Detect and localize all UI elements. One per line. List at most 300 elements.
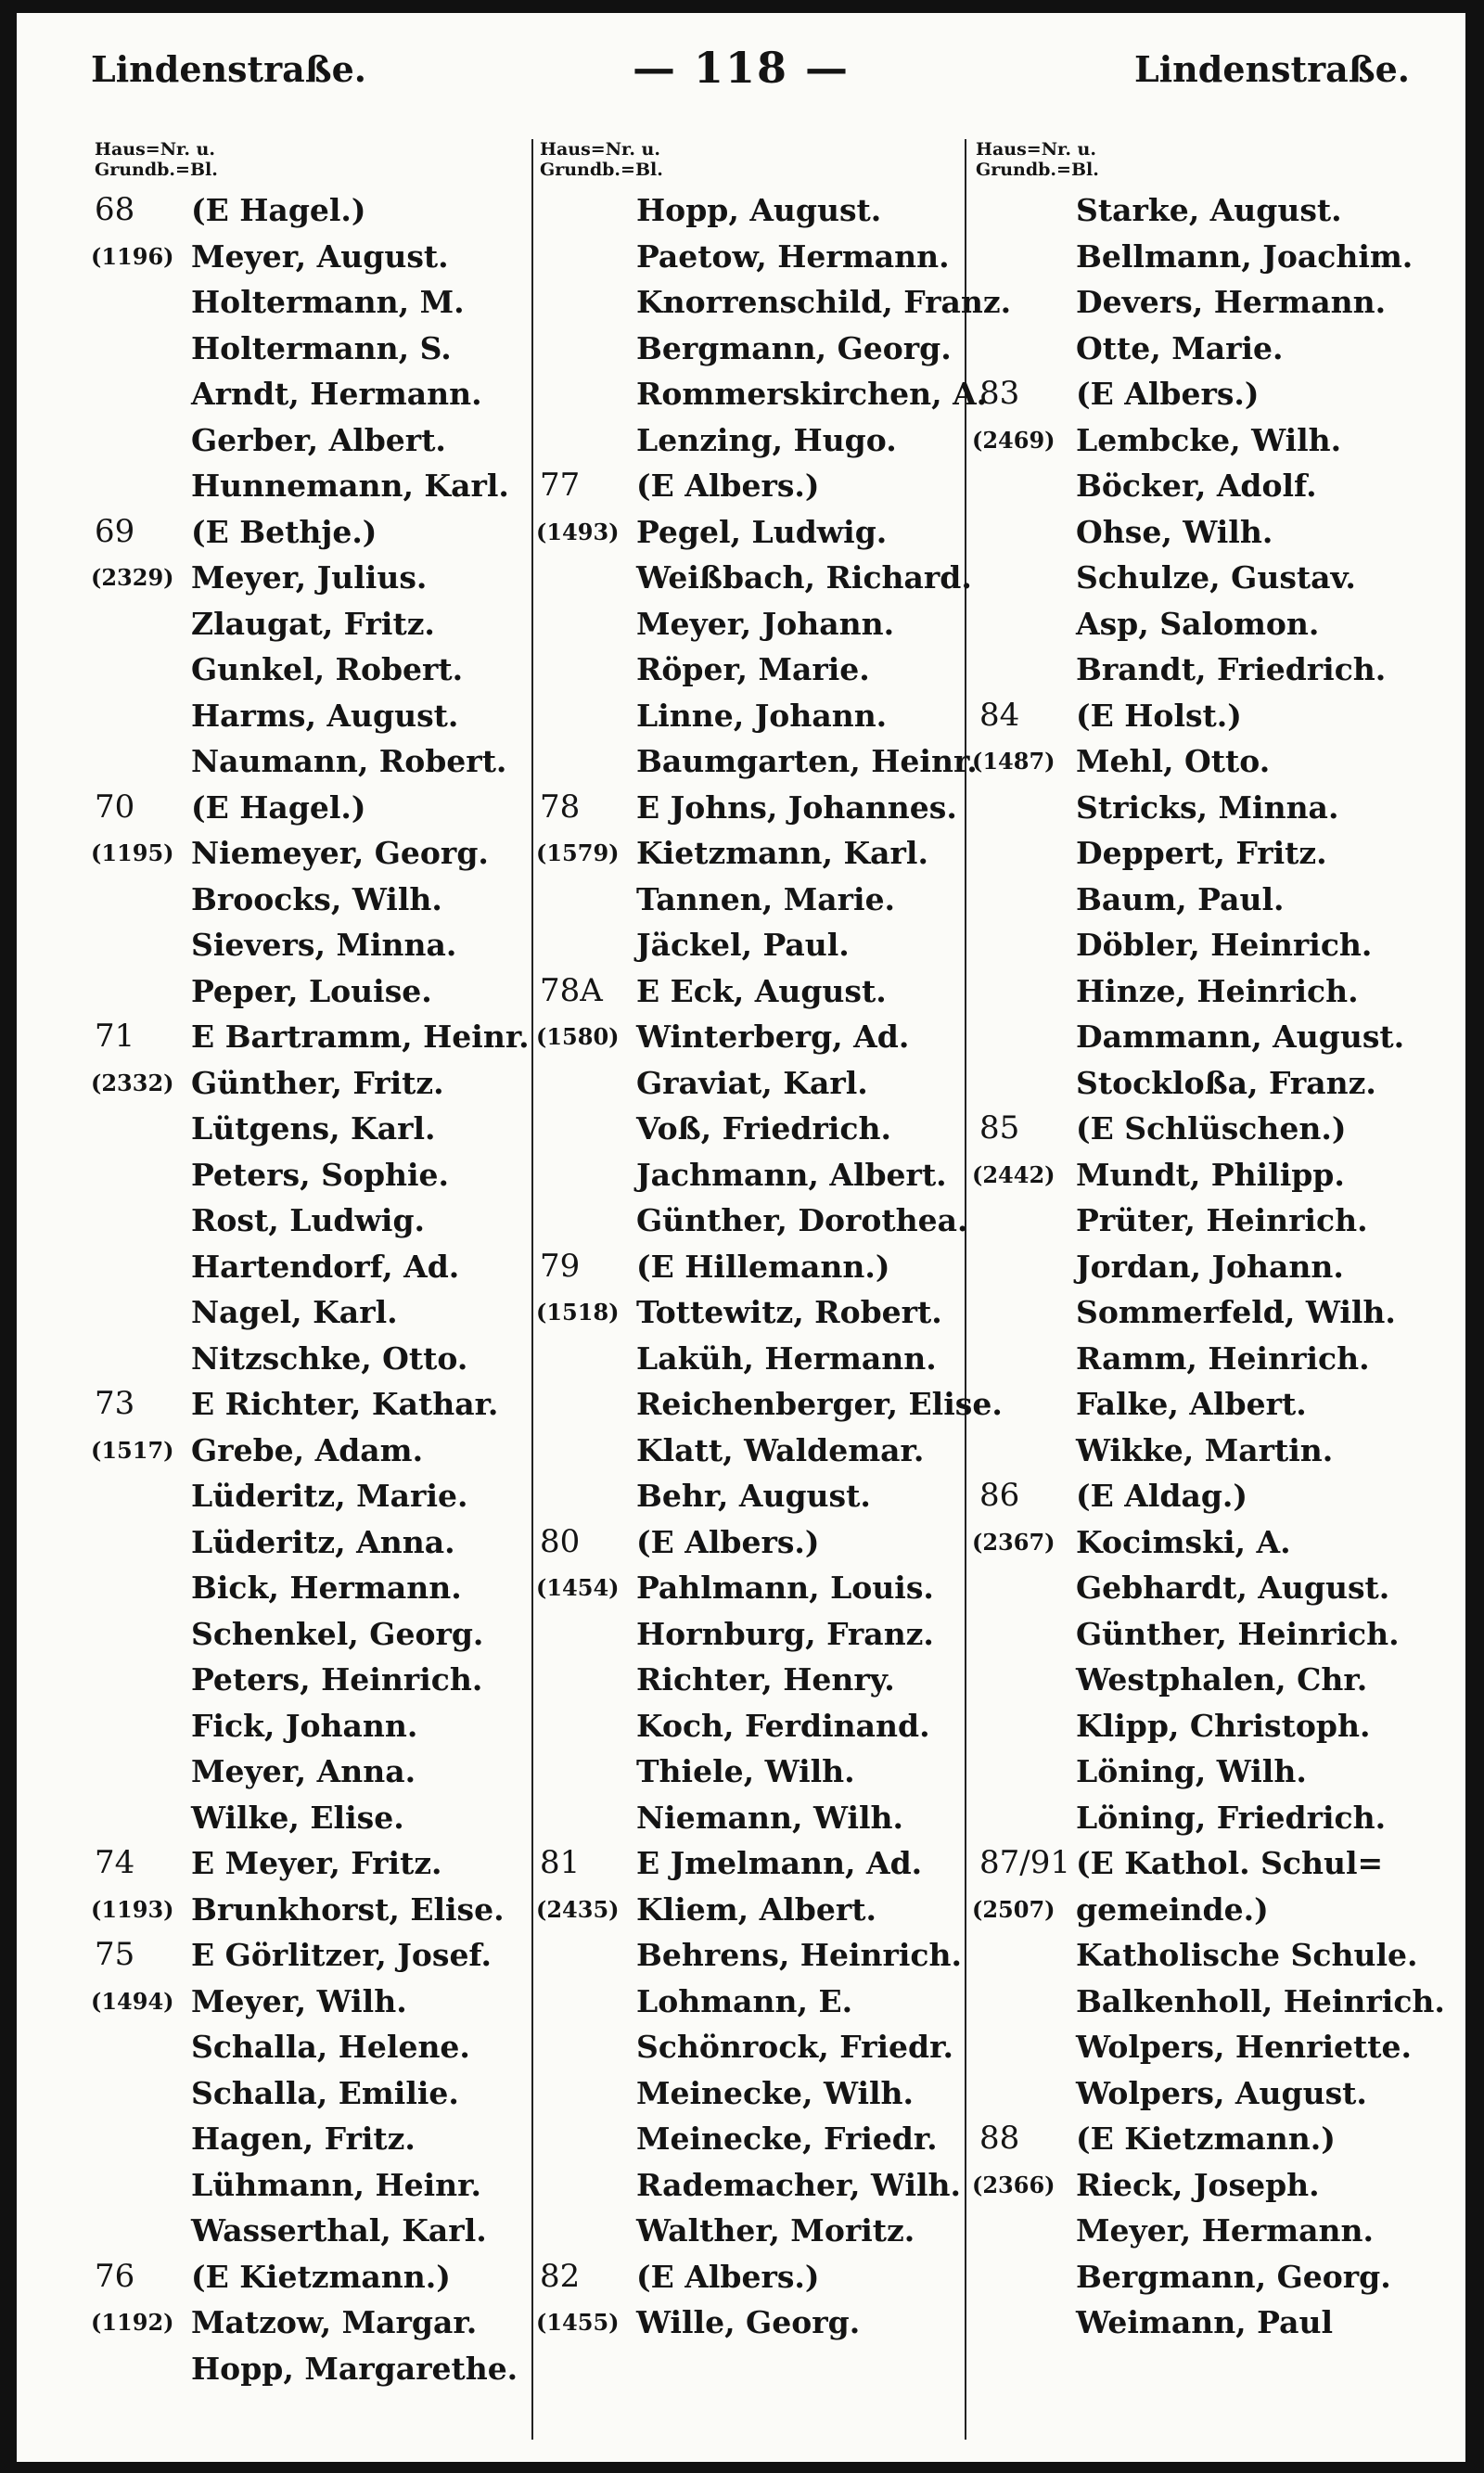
resident-entry: Schenkel, Georg. <box>191 1615 484 1652</box>
list-item <box>536 877 972 923</box>
list-item <box>536 1749 972 1795</box>
resident-entry: Prüter, Heinrich. <box>1076 1202 1368 1238</box>
directory-page <box>17 13 1465 2462</box>
resident-entry: E Richter, Kathar. <box>191 1386 499 1422</box>
resident-entry: Harms, August. <box>191 697 459 734</box>
list-item <box>972 1289 1436 1336</box>
resident-entry: Walther, Moritz. <box>636 2212 915 2249</box>
list-item <box>536 1106 972 1152</box>
resident-entry: (E Albers.) <box>1076 376 1260 412</box>
list-item <box>91 2300 527 2346</box>
list-item <box>91 1565 527 1611</box>
list-item <box>91 234 527 280</box>
list-item <box>91 1703 527 1749</box>
resident-entry: Brunkhorst, Elise. <box>191 1890 505 1928</box>
resident-entry: Bergmann, Georg. <box>1076 2258 1391 2295</box>
list-item <box>972 1519 1436 1566</box>
resident-entry: Meinecke, Wilh. <box>636 2074 915 2111</box>
resident-entry: E Bartramm, Heinr. <box>191 1019 530 1055</box>
house-number: 78A <box>540 971 603 1009</box>
resident-entry: Balkenholl, Heinrich. <box>1076 1982 1445 2019</box>
list-item <box>536 371 988 417</box>
resident-entry: Wolpers, August. <box>1076 2074 1367 2111</box>
list-item <box>972 1657 1436 1703</box>
resident-entry: Paetow, Hermann. <box>636 237 950 275</box>
list-item <box>972 1932 1436 1979</box>
resident-entry: Ohse, Wilh. <box>1076 513 1273 550</box>
list-item <box>972 968 1436 1015</box>
resident-entry: Falke, Albert. <box>1076 1386 1307 1422</box>
resident-entry: Kocimski, A. <box>1076 1523 1291 1560</box>
resident-entry: Hopp, August. <box>636 192 882 228</box>
resident-entry: E Jmelmann, Ad. <box>636 1845 923 1881</box>
resident-entry: Meyer, Julius. <box>191 559 428 596</box>
list-item <box>536 1198 972 1244</box>
resident-entry: Döbler, Heinrich. <box>1076 927 1373 963</box>
list-item <box>536 509 972 556</box>
column-3 <box>972 139 1445 2346</box>
resident-entry: Brandt, Friedrich. <box>1076 651 1387 687</box>
resident-entry: Koch, Ferdinand. <box>636 1707 930 1744</box>
list-item <box>91 2070 527 2117</box>
resident-entry: Rieck, Joseph. <box>1076 2166 1320 2203</box>
list-item <box>91 1289 527 1336</box>
page-number: — 118 — <box>632 43 851 93</box>
list-item <box>972 1979 1445 2025</box>
resident-entry: Nitzschke, Otto. <box>191 1339 468 1377</box>
list-item <box>536 830 972 877</box>
resident-entry: (E Hagel.) <box>191 788 366 826</box>
list-item <box>972 371 1436 417</box>
land-register-number: (1455) <box>536 2309 620 2336</box>
resident-entry: Lembcke, Wilh. <box>1076 421 1342 458</box>
list-item <box>972 1060 1436 1107</box>
list-item <box>91 1152 527 1198</box>
list-item <box>91 738 527 785</box>
land-register-number: (1196) <box>91 242 174 270</box>
resident-entry: Weimann, Paul <box>1076 2304 1334 2340</box>
list-item <box>91 1795 527 1841</box>
list-item <box>536 1932 972 1979</box>
resident-entry: Wilke, Elise. <box>191 1799 404 1836</box>
list-item <box>91 1381 527 1428</box>
resident-entry: E Johns, Johannes. <box>636 788 957 826</box>
column-header <box>972 139 1436 187</box>
list-item <box>972 2162 1436 2209</box>
list-item <box>91 968 527 1015</box>
land-register-number: (2329) <box>91 564 174 591</box>
list-item <box>91 1244 527 1290</box>
land-register-number: (1493) <box>536 518 620 545</box>
list-item <box>91 326 527 372</box>
list-item <box>536 2116 972 2162</box>
resident-entry: Hopp, Margarethe. <box>191 2350 518 2387</box>
resident-entry: Hinze, Heinrich. <box>1076 972 1359 1009</box>
list-item <box>91 1519 527 1566</box>
list-item <box>91 279 527 326</box>
resident-entry: Pahlmann, Louis. <box>636 1570 934 1606</box>
resident-entry: Holtermann, M. <box>191 284 465 320</box>
list-item <box>91 785 527 831</box>
house-number: 78 <box>540 788 581 826</box>
list-item <box>972 555 1436 601</box>
column-header-line: Haus=Nr. u. <box>540 139 660 160</box>
list-item <box>536 417 972 464</box>
resident-entry: (E Schlüschen.) <box>1076 1110 1347 1147</box>
list-item <box>972 1887 1436 1933</box>
resident-entry: E Meyer, Fritz. <box>191 1845 442 1881</box>
list-item <box>91 1198 527 1244</box>
list-item <box>91 1014 530 1060</box>
resident-entry: Baum, Paul. <box>1076 880 1285 917</box>
resident-entry: Knorrenschild, Franz. <box>636 284 1012 320</box>
resident-entry: Linne, Johann. <box>636 697 888 734</box>
list-item <box>91 1887 527 1933</box>
house-number: 82 <box>540 2257 581 2295</box>
land-register-number: (2366) <box>972 2171 1055 2198</box>
house-number: 88 <box>979 2120 1020 2157</box>
list-item <box>972 463 1436 509</box>
house-number: 68 <box>95 191 135 228</box>
list-item <box>972 2024 1436 2070</box>
list-item <box>972 2116 1436 2162</box>
house-number: 74 <box>95 1844 135 1881</box>
resident-entry: Kliem, Albert. <box>636 1890 876 1928</box>
land-register-number: (1193) <box>91 1895 174 1923</box>
resident-entry: Dammann, August. <box>1076 1019 1405 1055</box>
list-item <box>536 693 972 739</box>
list-item <box>972 1473 1436 1519</box>
resident-entry: Meyer, Hermann. <box>1076 2212 1374 2249</box>
land-register-number: (1494) <box>91 1987 174 2015</box>
resident-entry: Meyer, Anna. <box>191 1753 416 1789</box>
land-register-number: (1517) <box>91 1436 174 1464</box>
house-number: 76 <box>95 2257 135 2295</box>
resident-entry: Rademacher, Wilh. <box>636 2166 962 2203</box>
list-item <box>91 2346 527 2392</box>
resident-entry: Jachmann, Albert. <box>636 1156 947 1193</box>
house-number: 69 <box>95 512 135 550</box>
resident-entry: Gunkel, Robert. <box>191 651 464 687</box>
resident-entry: Sievers, Minna. <box>191 927 457 963</box>
list-item <box>972 2254 1436 2300</box>
list-item <box>536 463 972 509</box>
resident-entry: Zlaugat, Fritz. <box>191 605 435 642</box>
list-item <box>536 738 978 785</box>
resident-entry: gemeinde.) <box>1076 1890 1269 1928</box>
resident-entry: Hornburg, Franz. <box>636 1615 934 1652</box>
list-item <box>91 922 527 968</box>
list-item <box>536 1703 972 1749</box>
list-item <box>536 1289 972 1336</box>
list-item <box>972 830 1436 877</box>
house-number: 81 <box>540 1844 581 1881</box>
list-item <box>91 1428 527 1474</box>
resident-entry: Broocks, Wilh. <box>191 880 442 917</box>
list-item <box>536 279 1012 326</box>
list-item <box>91 187 527 234</box>
resident-entry: Klipp, Christoph. <box>1076 1707 1371 1744</box>
column-header <box>91 139 527 187</box>
resident-entry: Baumgarten, Heinr. <box>636 743 978 779</box>
list-item <box>91 2254 527 2300</box>
resident-entry: Niemann, Wilh. <box>636 1799 903 1836</box>
running-header-left: Lindenstraße. <box>91 48 367 90</box>
house-number: 80 <box>540 1522 581 1560</box>
list-item <box>91 1106 527 1152</box>
resident-entry: Meyer, Johann. <box>636 605 895 642</box>
resident-entry: Hagen, Fritz. <box>191 2121 416 2157</box>
list-item <box>536 1428 972 1474</box>
list-item <box>972 1795 1436 1841</box>
list-item <box>536 1565 972 1611</box>
list-item <box>536 326 972 372</box>
resident-entry: Tannen, Marie. <box>636 880 896 917</box>
resident-entry: Lenzing, Hugo. <box>636 421 897 458</box>
resident-entry: (E Albers.) <box>636 1523 820 1560</box>
list-item <box>91 1979 527 2025</box>
land-register-number: (2442) <box>972 1160 1055 1188</box>
resident-entry: Fick, Johann. <box>191 1707 418 1744</box>
resident-entry: Meinecke, Friedr. <box>636 2121 938 2157</box>
resident-entry: Deppert, Fritz. <box>1076 835 1327 871</box>
resident-entry: Katholische Schule. <box>1076 1937 1418 1973</box>
house-number: 73 <box>95 1385 135 1422</box>
list-item <box>536 1979 972 2025</box>
list-item <box>91 2162 527 2209</box>
list-item <box>91 555 527 601</box>
resident-entry: Arndt, Hermann. <box>191 376 482 412</box>
list-item <box>536 2300 972 2346</box>
resident-entry: E Görlitzer, Josef. <box>191 1937 492 1973</box>
list-item <box>91 1932 527 1979</box>
resident-entry: (E Albers.) <box>636 2258 820 2295</box>
resident-entry: Schalla, Emilie. <box>191 2074 459 2111</box>
list-item <box>536 1060 972 1107</box>
list-item <box>536 2208 972 2254</box>
resident-entry: Reichenberger, Elise. <box>636 1386 1003 1422</box>
resident-entry: Klatt, Waldemar. <box>636 1431 925 1468</box>
resident-entry: Hunnemann, Karl. <box>191 468 509 504</box>
list-item <box>91 509 527 556</box>
resident-entry: (E Kathol. Schul= <box>1076 1845 1384 1881</box>
list-item <box>972 1428 1436 1474</box>
list-item <box>536 2162 972 2209</box>
list-item <box>91 1473 527 1519</box>
resident-entry: (E Kietzmann.) <box>191 2258 451 2295</box>
list-item <box>91 601 527 647</box>
list-item <box>972 417 1436 464</box>
resident-entry: Bergmann, Georg. <box>636 329 952 366</box>
house-number: 70 <box>95 788 135 826</box>
column-header-line: Grundb.=Bl. <box>95 160 218 180</box>
list-item <box>91 1657 527 1703</box>
resident-entry: (E Hagel.) <box>191 192 366 228</box>
column-header-line: Grundb.=Bl. <box>976 160 1099 180</box>
list-item <box>536 2070 972 2117</box>
list-item <box>536 1887 972 1933</box>
list-item <box>536 968 972 1015</box>
land-register-number: (1192) <box>91 2309 174 2336</box>
list-item <box>536 1014 972 1060</box>
list-item <box>536 1657 972 1703</box>
resident-entry: Meyer, Wilh. <box>191 1982 407 2019</box>
resident-entry: Holtermann, S. <box>191 329 452 366</box>
list-item <box>972 738 1436 785</box>
list-item <box>972 877 1436 923</box>
list-item <box>91 647 527 693</box>
list-item <box>536 922 972 968</box>
resident-entry: Bellmann, Joachim. <box>1076 237 1414 275</box>
resident-entry: Wasserthal, Karl. <box>191 2212 487 2249</box>
resident-entry: Nagel, Karl. <box>191 1294 398 1330</box>
list-item <box>536 555 972 601</box>
house-number: 75 <box>95 1936 135 1973</box>
list-item <box>91 1840 527 1887</box>
resident-entry: Starke, August. <box>1076 192 1342 228</box>
resident-entry: Wolpers, Henriette. <box>1076 2029 1412 2065</box>
list-item <box>972 1198 1436 1244</box>
list-item <box>91 371 527 417</box>
list-item <box>972 187 1436 234</box>
list-item <box>536 1473 972 1519</box>
resident-entry: Rommerskirchen, A. <box>636 376 988 412</box>
resident-entry: Peters, Heinrich. <box>191 1661 483 1698</box>
column-1 <box>91 139 530 2391</box>
list-item <box>536 1611 972 1658</box>
house-number: 84 <box>979 696 1020 734</box>
resident-entry: Lüderitz, Anna. <box>191 1523 455 1560</box>
entry-list <box>91 187 530 2391</box>
land-register-number: (2435) <box>536 1895 620 1923</box>
resident-entry: Lüderitz, Marie. <box>191 1478 468 1514</box>
list-item <box>536 647 972 693</box>
list-item <box>536 1795 972 1841</box>
resident-entry: Kietzmann, Karl. <box>636 835 928 871</box>
resident-entry: Asp, Salomon. <box>1076 605 1320 642</box>
resident-entry: Winterberg, Ad. <box>636 1019 910 1055</box>
resident-entry: Lütgens, Karl. <box>191 1110 436 1147</box>
resident-entry: Röper, Marie. <box>636 651 870 687</box>
resident-entry: Weißbach, Richard. <box>636 559 972 596</box>
list-item <box>91 877 527 923</box>
resident-entry: Matzow, Margar. <box>191 2304 478 2340</box>
list-item <box>972 1336 1436 1382</box>
list-item <box>91 1060 527 1107</box>
resident-entry: Hartendorf, Ad. <box>191 1248 460 1285</box>
resident-entry: Peters, Sophie. <box>191 1156 450 1193</box>
list-item <box>91 830 527 877</box>
land-register-number: (2507) <box>972 1895 1055 1923</box>
resident-entry: Mehl, Otto. <box>1076 743 1271 779</box>
list-item <box>972 647 1436 693</box>
resident-entry: Devers, Hermann. <box>1076 284 1387 320</box>
resident-entry: (E Bethje.) <box>191 513 377 550</box>
resident-entry: Meyer, August. <box>191 237 449 275</box>
resident-entry: Laküh, Hermann. <box>636 1339 937 1377</box>
house-number: 85 <box>979 1109 1020 1147</box>
list-item <box>536 1244 972 1290</box>
house-number: 77 <box>540 467 581 504</box>
resident-entry: Schönrock, Friedr. <box>636 2029 953 2065</box>
resident-entry: Lohmann, E. <box>636 1982 853 2019</box>
resident-entry: Wikke, Martin. <box>1076 1431 1334 1468</box>
resident-entry: Löning, Friedrich. <box>1076 1799 1387 1836</box>
resident-entry: Peper, Louise. <box>191 972 432 1009</box>
list-item <box>91 1611 527 1658</box>
land-register-number: (1487) <box>972 748 1055 775</box>
resident-entry: Wille, Georg. <box>636 2304 861 2340</box>
list-item <box>972 1014 1436 1060</box>
resident-entry: Lühmann, Heinr. <box>191 2166 482 2203</box>
list-item <box>91 2116 527 2162</box>
resident-entry: Gerber, Albert. <box>191 421 446 458</box>
resident-entry: (E Albers.) <box>636 468 820 504</box>
resident-entry: Böcker, Adolf. <box>1076 468 1317 504</box>
resident-entry: Schalla, Helene. <box>191 2029 470 2065</box>
list-item <box>91 1749 527 1795</box>
list-item <box>972 1703 1436 1749</box>
resident-entry: Ramm, Heinrich. <box>1076 1339 1370 1377</box>
list-item <box>536 1519 972 1566</box>
resident-entry: Stockloßa, Franz. <box>1076 1064 1376 1101</box>
list-item <box>972 1106 1436 1152</box>
list-item <box>972 509 1436 556</box>
resident-entry: Günther, Fritz. <box>191 1064 444 1101</box>
resident-entry: E Eck, August. <box>636 972 887 1009</box>
land-register-number: (1580) <box>536 1023 620 1050</box>
resident-entry: Otte, Marie. <box>1076 329 1284 366</box>
column-header-line: Haus=Nr. u. <box>976 139 1096 160</box>
resident-entry: (E Hillemann.) <box>636 1248 890 1285</box>
resident-entry: (E Holst.) <box>1076 697 1242 734</box>
column-header <box>536 139 972 187</box>
list-item <box>536 1381 1003 1428</box>
list-item <box>536 234 972 280</box>
list-item <box>972 2208 1436 2254</box>
resident-entry: Westphalen, Chr. <box>1076 1661 1368 1698</box>
resident-entry: Grebe, Adam. <box>191 1431 424 1468</box>
resident-entry: Behr, August. <box>636 1478 871 1514</box>
land-register-number: (1579) <box>536 839 620 866</box>
list-item <box>972 785 1436 831</box>
house-number: 83 <box>979 375 1020 412</box>
entry-list <box>972 187 1445 2346</box>
column-header-line: Haus=Nr. u. <box>95 139 215 160</box>
resident-entry: Günther, Heinrich. <box>1076 1615 1400 1652</box>
list-item <box>972 1152 1436 1198</box>
resident-entry: Pegel, Ludwig. <box>636 513 888 550</box>
list-item <box>972 2070 1436 2117</box>
list-item <box>91 693 527 739</box>
resident-entry: (E Kietzmann.) <box>1076 2121 1336 2157</box>
resident-entry: Richter, Henry. <box>636 1661 895 1698</box>
land-register-number: (1454) <box>536 1574 620 1601</box>
resident-entry: Voß, Friedrich. <box>636 1110 891 1147</box>
list-item <box>972 1611 1436 1658</box>
resident-entry: Naumann, Robert. <box>191 743 507 779</box>
house-number: 87/91 <box>979 1844 1070 1881</box>
house-number: 86 <box>979 1477 1020 1514</box>
house-number: 79 <box>540 1247 581 1285</box>
resident-entry: Sommerfeld, Wilh. <box>1076 1294 1396 1330</box>
column-divider <box>531 139 533 2440</box>
list-item <box>536 2024 972 2070</box>
list-item <box>972 1565 1436 1611</box>
resident-entry: Tottewitz, Robert. <box>636 1294 942 1330</box>
list-item <box>972 922 1436 968</box>
resident-entry: Graviat, Karl. <box>636 1064 868 1101</box>
